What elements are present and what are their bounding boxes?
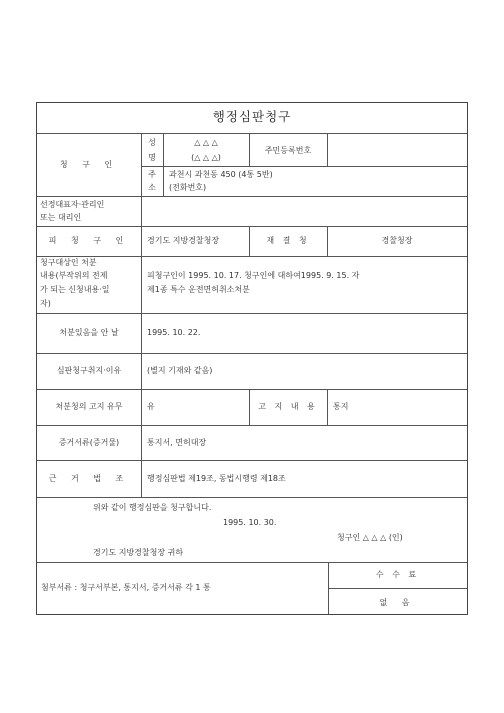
- attachments-text: 첨부서류 : 청구서부본, 통지서, 증거서류 각 1 통: [41, 583, 211, 592]
- row-divider: [37, 460, 467, 461]
- row-divider: [37, 313, 467, 314]
- address-value: 과천시 과천동 450 (4통 5반): [169, 170, 273, 179]
- row-divider: [37, 196, 467, 197]
- disposition-label: 자): [40, 299, 51, 308]
- committee-label: 재 결 청: [266, 236, 310, 245]
- notification-content-value: 통지: [333, 402, 349, 411]
- rrn-label: 주민등록번호: [264, 146, 312, 155]
- statement-date: 1995. 10. 30.: [223, 518, 277, 527]
- notice-date-value: 1995. 10. 22.: [147, 328, 201, 337]
- disposition-value: 피청구인이 1995. 10. 17. 청구인에 대하여1995. 9. 15. 자: [147, 271, 360, 280]
- fee-value: 없 음: [379, 598, 416, 607]
- purpose-value: (별지 기재와 같음): [147, 366, 213, 375]
- addressee: 경기도 지방경찰청장 귀하: [93, 548, 184, 557]
- legal-basis-value: 행정심판법 제19조, 동법시행령 제18조: [147, 474, 286, 483]
- representative-label: 선정대표자·관리인: [40, 200, 105, 209]
- phone-value: (전화번호): [169, 183, 207, 192]
- claimant-label: 청 구 인: [59, 160, 119, 169]
- col-divider: [327, 133, 328, 166]
- disposition-label: 청구대상인 처분: [40, 258, 97, 267]
- disposition-value: 제1종 특수 운전면허취소처분: [147, 285, 250, 294]
- notification-value: 유: [147, 402, 155, 411]
- row-divider: [37, 425, 467, 426]
- row-divider: [328, 588, 467, 589]
- committee-value: 경찰청장: [381, 236, 413, 245]
- signer-line: 청구인 △ △ △ (인): [337, 533, 403, 542]
- notification-content-label: 고 지 내 용: [258, 402, 318, 411]
- row-divider: [37, 562, 467, 563]
- evidence-label: 증거서류(증거물): [58, 438, 120, 447]
- col-divider: [327, 389, 328, 425]
- name-label: 성: [148, 138, 156, 147]
- address-label: 주: [148, 170, 156, 179]
- respondent-value: 경기도 지방경찰청장: [147, 236, 220, 245]
- statement-text: 위와 같이 행정심판을 청구합니다.: [93, 503, 212, 512]
- respondent-label: 피 청 구 인: [48, 236, 130, 245]
- notice-date-label: 처분있음을 안 날: [59, 328, 119, 337]
- row-divider: [37, 226, 467, 227]
- claimant-name: △ △ △: [194, 138, 218, 147]
- address-label: 소: [148, 183, 156, 192]
- petition-form: [36, 102, 468, 615]
- row-divider: [37, 497, 467, 498]
- legal-basis-label: 근 거 법 조: [48, 474, 130, 483]
- name-label: 명: [148, 153, 156, 162]
- disposition-label: 가 되는 신청내용·일: [40, 285, 110, 294]
- evidence-value: 통지서, 면허대장: [147, 438, 207, 447]
- row-divider: [37, 353, 467, 354]
- row-divider: [37, 389, 467, 390]
- disposition-label: 내용(부작위의 전제: [40, 271, 108, 280]
- representative-label: 또는 대리인: [40, 213, 82, 222]
- row-divider: [37, 133, 467, 134]
- fee-label: 수 수 료: [375, 570, 420, 579]
- claimant-name-alt: (△ △ △): [191, 153, 221, 162]
- notification-label: 처분청의 고지 유무: [55, 402, 123, 411]
- form-title: 행정심판청구: [212, 109, 292, 124]
- row-divider: [141, 166, 467, 167]
- purpose-label: 심판청구취지·이유: [56, 366, 122, 375]
